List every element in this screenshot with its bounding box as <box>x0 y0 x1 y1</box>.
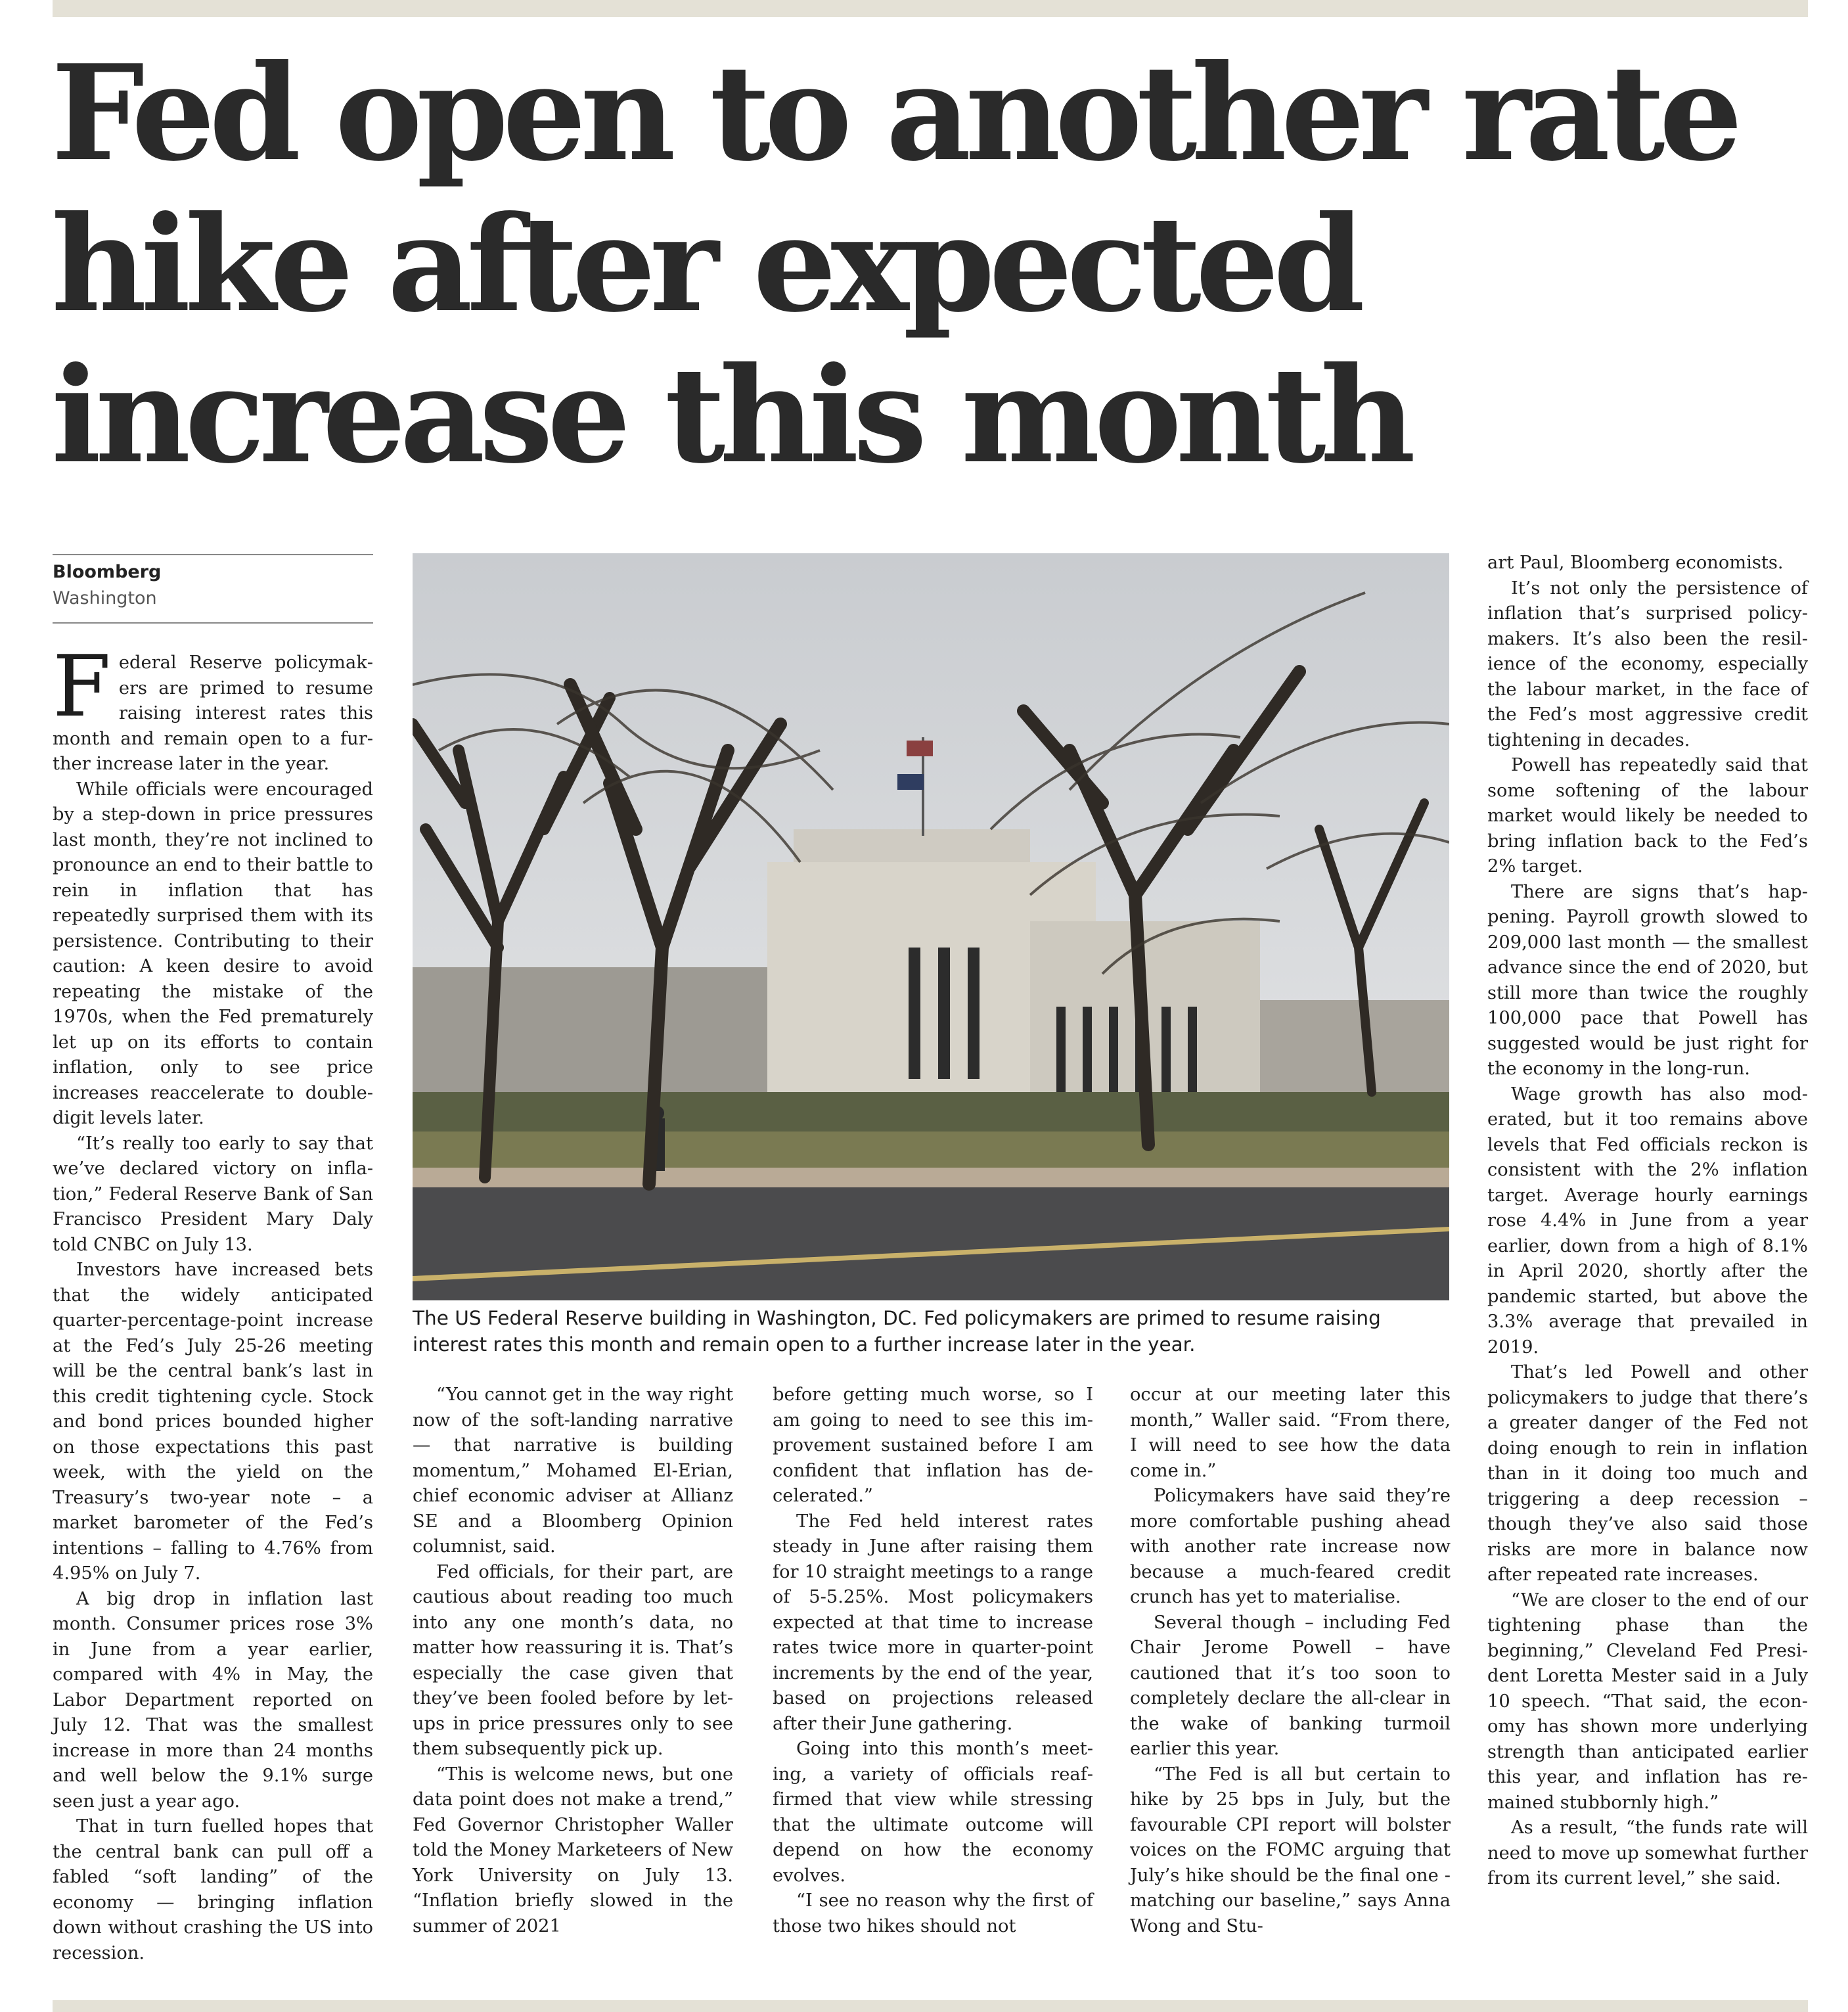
federal-reserve-photo <box>413 553 1449 1300</box>
paragraph: “It’s really too early to say that we’ve declared victory on inflation,” Federal Reserve Bank of San Francisco President Mary Daly told CNBC on July 13. <box>53 1133 373 1255</box>
top-rule <box>53 0 1808 17</box>
bottom-rule <box>53 2000 1808 2012</box>
paragraph: Federal Reserve policymakers are primed to resume raising interest rates this month and remain open to a further increase later in the year. <box>53 638 373 774</box>
paragraph: “The Fed is all but certain to hike by 25 bps in July, but the favourable CPI report will bolster voices on the FOMC arguing that July’s hike should be the final one - matching our baseline,” says Anna Wong and Stu- <box>1130 1764 1451 1936</box>
article-column-5 <box>1487 551 1808 1892</box>
paragraph: As a result, “the funds rate will need to move up somewhat further from its current level,” she said. <box>1487 1818 1808 1888</box>
photo-caption: The US Federal Reserve building in Washington, DC. Fed policymakers are primed to resume raising interest rates this month and remain open to a further increase later in the year. <box>413 1307 1381 1356</box>
paragraph: Policymakers have said they’re more comfortable pushing ahead with another rate increase now because a much-feared credit crunch has yet to materialise. <box>1130 1486 1451 1607</box>
paragraph: art Paul, Bloomberg economists. <box>1487 553 1784 573</box>
article-column-2 <box>413 1383 733 1939</box>
paragraph: While officials were encouraged by a step-down in price pressures last month, they’re not inclined to pronounce an end to their battle to rein in inflation that has repeatedly surprised them with its persistence. Contributing to their caution: A keen desire to avoid repeating the mistake of the 1970s, when the Fed prematurely let up on its efforts to contain inflation, only to see price increases reaccelerate to double-digit levels later. <box>53 779 373 1128</box>
paragraph: “This is welcome news, but one data point does not make a trend,” Fed Governor Christopher Waller told the Money Marketeers of New York University on July 13. “Inflation briefly slowed in the summer of 2021 <box>413 1764 733 1936</box>
paragraph: There are signs that’s happening. Payroll growth slowed to 209,000 last month — the smallest advance since the end of 2020, but still more than twice the roughly 100,000 pace that Powell has suggested would be just right for the economy in the long-run. <box>1487 881 1808 1079</box>
paragraph: “We are closer to the end of our tightening phase than the beginning,” Cleveland Fed President Loretta Mester said in a July 10 speech. “That said, the economy has shown more underlying strength than anticipated earlier this year, and inflation has remained stubbornly high.” <box>1487 1589 1808 1813</box>
article-column-3 <box>773 1383 1093 1939</box>
paragraph: That in turn fuelled hopes that the central bank can pull off a fabled “soft landing” of the economy — bringing inflation down without crashing the US into recession. <box>53 1816 373 1963</box>
drop-cap: F <box>53 638 111 736</box>
byline-source: Bloomberg <box>53 562 162 582</box>
paragraph: occur at our meeting later this month,” Waller said. “From there, I will need to see how the data come in.” <box>1130 1384 1451 1481</box>
paragraph: “You cannot get in the way right now of the soft-landing narrative — that narrative is building momentum,” Mohamed El-Erian, chief economic adviser at Allianz SE and a Bloomberg Opinion columnist, said. <box>413 1384 733 1557</box>
paragraph: before getting much worse, so I am going to need to see this improvement sustained before I am confident that inflation has decelerated.” <box>773 1384 1093 1506</box>
byline <box>53 554 373 624</box>
paragraph: Fed officials, for their part, are cautious about reading too much into any one month’s data, no matter how reassuring it is. That’s especially the case given that they’ve been fooled before by let-ups in price pressures only to see them subsequently pick up. <box>413 1561 733 1759</box>
paragraph: Investors have increased bets that the widely anticipated quarter-percentage-point increase at the Fed’s July 25-26 meeting will be the central bank’s last in this credit tightening cycle. Stock and bond prices bounded higher on those expectations this past week, with the yield on the Treasury’s two-year note – a market barometer of the Fed’s intentions – falling to 4.76% from 4.95% on July 7. <box>53 1260 373 1584</box>
paragraph: Several though – including Fed Chair Jerome Powell – have cautioned that it’s too soon to completely declare the all-clear in the wake of banking turmoil earlier this year. <box>1130 1612 1451 1759</box>
paragraph: It’s not only the persistence of inflation that’s surprised policymakers. It’s also been the resilience of the economy, especially the labour market, in the face of the Fed’s most aggressive credit tightening in decades. <box>1487 578 1808 750</box>
headline: Fed open to another rate hike after expected increase this month <box>51 36 1737 493</box>
paragraph: “I see no reason why the first of those two hikes should not <box>773 1890 1093 1936</box>
paragraph: Wage growth has also moderated, but it too remains above levels that Fed officials reckon is consistent with the 2% inflation target. Average hourly earnings rose 4.4% in June from a year earlier, down from a high of 8.1% in April 2020, shortly after the pandemic started, but above the 3.3% average that prevailed in 2019. <box>1487 1084 1808 1358</box>
article-column-4 <box>1130 1383 1451 1939</box>
paragraph: The Fed held interest rates steady in June after raising them for 10 straight meetings to a range of 5-5.25%. Most policymakers expected at that time to increase rates twice more in quarter-point increments by the end of the year, based on projections released after their June gathering. <box>773 1511 1093 1734</box>
paragraph: A big drop in inflation last month. Consumer prices rose 3% in June from a year earlier, compared with 4% in May, the Labor Department reported on July 12. That was the smallest increase in more than 24 months and well below the 9.1% surge seen just a year ago. <box>53 1588 373 1812</box>
paragraph: That’s led Powell and other policymakers to judge that there’s a greater danger of the Fed not doing enough to rein in inflation than in it doing too much and triggering a deep recession – though they’ve also said those risks are more in balance now after repeated rate increases. <box>1487 1362 1808 1585</box>
paragraph: Powell has repeatedly said that some softening of the labour market would likely be needed to bring inflation back to the Fed’s 2% target. <box>1487 755 1808 877</box>
article-column-1 <box>53 638 373 1966</box>
photo-illustration <box>413 553 1449 1300</box>
paragraph: Going into this month’s meeting, a variety of officials reaffirmed that view while stressing that the ultimate outcome will depend on how the economy evolves. <box>773 1739 1093 1886</box>
byline-location: Washington <box>53 588 157 608</box>
